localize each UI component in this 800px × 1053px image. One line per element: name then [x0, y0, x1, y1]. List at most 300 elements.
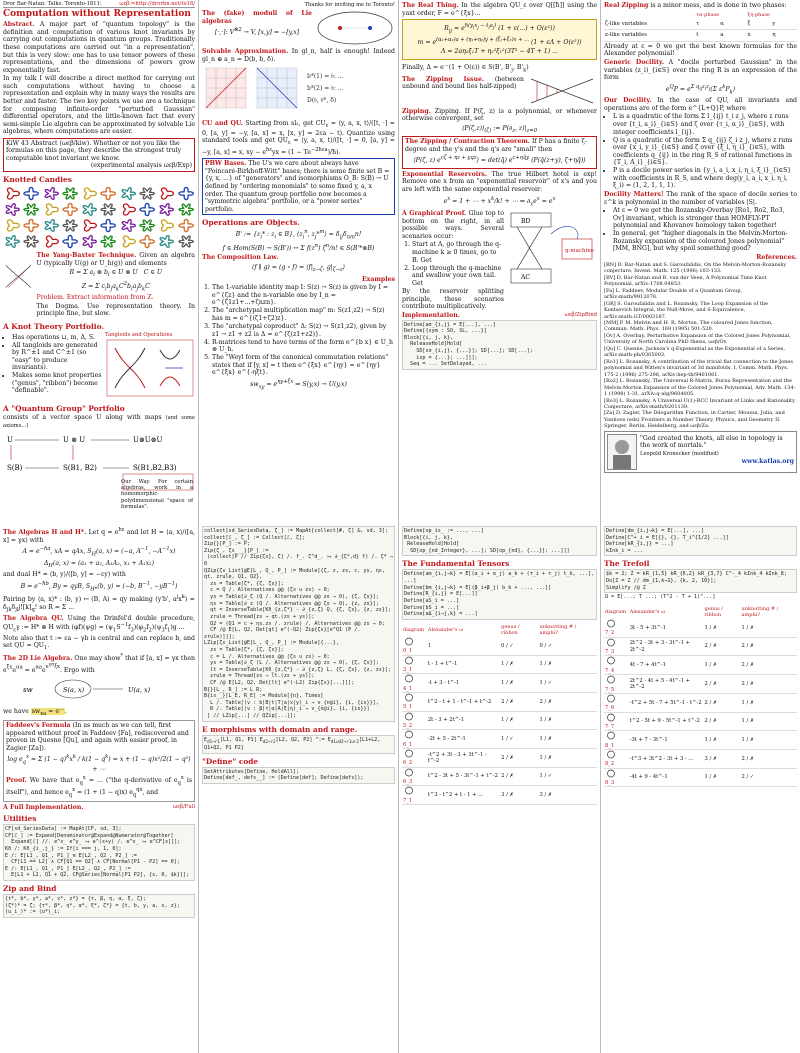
unknotting-cell: 2 / ✗ [539, 692, 597, 711]
dogma-text: The Dogma. Use representation theory. In principle fine, but slow. [36, 302, 195, 318]
table-row [402, 786, 597, 805]
table-row [604, 619, 797, 637]
fundamental-tensors-heading: The Fundamental Tensors [402, 559, 510, 569]
exp-reservoirs-heading: Exponential Reservoirs. [402, 170, 487, 178]
column-3-bottom [398, 525, 600, 1053]
docility-matters-text: The rank of the space of docile series to ε^k is polynomial in the number of variables |S|. [604, 191, 797, 206]
reference-item: [Fa] L. Faddeev, Modular Double of a Quantum Group, arXiv:math/9912078. [604, 288, 743, 301]
rc-equation: R = Σ $a_i$ ⊗ $b_i$ ∈ U ⊗ U C ∈ U [69, 269, 163, 279]
zip-contraction-box [402, 136, 597, 169]
knot-picture [3, 218, 21, 233]
graph-item-2: 2. Loop through the q-machine and swallow your own tail. Get [412, 265, 504, 288]
z-equation: Z = Σ $c_ib_ja_kC^2b_ia_jb_kC$ [81, 280, 150, 292]
knot-table-head: diagram [403, 626, 425, 633]
unknotting-cell: 1 / ✗ [539, 655, 597, 674]
genus-cell: 2 / ✗ [704, 712, 741, 731]
knot-diagram-cell: 7_4 [604, 656, 629, 675]
example-3: 3. The "archetypal coproduct" Δ: S(z) → S(z1,z2), given by z1 → z1 + z2 is Δ = e^{ζ(z1+z2)}. [212, 323, 395, 338]
graph-item-1: 1. Start at A, go through the q-machine k ≥ 0 times, go to B. Get [412, 241, 504, 264]
knot-picture [42, 218, 60, 233]
quote-text: "God created the knots, all else in topology is the work of mortals." [640, 434, 783, 450]
faddeev-heading: Faddeev's Formula [6, 722, 71, 729]
knot-table-head: Alexander's ω [427, 626, 464, 633]
knot-picture [80, 218, 98, 233]
knot-picture [3, 186, 21, 201]
reference-item: [MM] P. M. Melvin and H. R. Morton, The coloured Jones function, Commun. Math. Phys. 169 (1995) 501-520. [604, 320, 773, 333]
unknotting-cell: 1 / ✗ [741, 712, 797, 731]
e-morphisms-code: $E_{d1\to r1}[L1$, Q1, P1] $E_{d2\to r2}[L2$, Q2, P2] ^:= $E_{d1\cup d2\to r1\cup r2}[L1+L2$, Q1+Q2, P1 P2] [202, 735, 395, 754]
e-morphisms-heading: E morphisms with domain and range. [202, 724, 358, 734]
twod-lie-heading: The 2D Lie Algebra. [3, 654, 73, 662]
abstract-text-2: In my talk I will describe a direct method for carrying out such computations without having to choose a representation and explain why in many ways the results are better and faster. The two key points we use are a technique for composing infinite-order "perturbed Gaussian" differential operators, and the little-known fact that every semi-simple Lie algebra can be approximated by solvable Lie algebras, where computations are easier. [3, 75, 195, 136]
graphical-block [402, 209, 597, 312]
kiw-box [3, 138, 195, 172]
cu-qu-heading: CU and QU. [202, 120, 243, 128]
faddeev-box: Faddeev's Formula (In as much as we can tell, first appeared without proof in Faddeev [Fa], rediscovered and proven in Quesne [Qu], and again with easier proof, in Zagier [Za]). $\log e_q^x = \Sigma$ $(1 - q)^kx^k / k(1 - q^k) = x + (1 - q)x^2/2(1 - q^2)$ + ⋯ Proof. We have that $e_q^x$ = ... ("the q-derivative of $e_q^x$ is itself"), and hence $e_q^x = (1 + (1 - q)x)$ $e_q^{qx}$, and [3, 720, 195, 802]
yang-baxter-block [3, 251, 195, 319]
reference-item: [Ro3] L. Rozansky, A Universal U(1)-RCC Invariant of Links and Rationality Conjecture, arXiv:math/0201139. [604, 397, 795, 410]
at-e0: • At ε = 0 we get the Rozansky-Overbay [Ro1, Ro2, Ro3, Ov] invariant, which is stronger than HOMFLY-PT polynomial and Khovanov homology taken together! [613, 207, 797, 230]
alexander-cell: -4t + 9 - 4t^-1 [629, 768, 704, 787]
knot-picture [157, 218, 175, 233]
knot-picture [177, 234, 195, 249]
knot-picture [61, 218, 79, 233]
proof-heading: Proof. [6, 777, 27, 785]
abstract-text: A major part of "quantum topology" is the definition and computation of various knot invariants by carrying out computations in quantum groups. Traditionally these computations are carried out "in a representation", but this is very slow: one has to use tensor powers of these representations, and the dimensions of powers grow exponentially fast. [3, 21, 195, 74]
operations-equation: B' := {$z_i*$ : $z_i$ ∈ B}, $⟨z_i^n$, $z_j*^m⟩ = \delta_{ij}\delta_{nm}n$! [235, 229, 362, 241]
zip-table-head-cell: τα-phase [696, 11, 720, 18]
table-row [402, 655, 597, 674]
pbw-heading: PBW Bases. [205, 160, 247, 168]
examples-row [202, 276, 395, 284]
alexander-cell: -3t + 7 - 3t^-1 [629, 731, 704, 750]
zip-table-cell: ζ-like variables [604, 19, 695, 30]
knot-picture [80, 186, 98, 201]
m-eq: $m = e^{(\alpha_1+\alpha_2)a + (\eta_1+\eta_2)y + (\xi_1+\xi_2)x + ...}$ (1 + εΛ + O(ε²)) [417, 36, 582, 46]
full-impl-row [3, 804, 195, 812]
knot-picture [177, 202, 195, 217]
examples-heading: Examples [361, 275, 395, 283]
knot-diagram-cell: 7_7 [604, 712, 629, 731]
genus-cell: 2 / ✗ [500, 767, 538, 786]
header-right: Thanks for inviting me to Toronto! [304, 2, 395, 8]
knot-picture [138, 202, 156, 217]
unknotting-cell: 0 / ✓ [539, 637, 597, 655]
knot-picture [61, 186, 79, 201]
docility-list [604, 113, 797, 190]
docility-bullet-2: • Q is a quadratic of the form Σ q_{ij} ζ_i z_j, where z runs over {x_i, y_i}_{i∈S} and ζ over {ξ_i, η_i}_{i∈S}, with coefficients q_{ij} in the ring R_S of rational functions in {T_i, A_i}_{i∈S}. [613, 137, 797, 167]
fundamental-code: Define[am_{i,j→k} = E[(α_i + α_j) a_k + (τ_i + τ_j) t_k, ...], ...] Define[bm_{i,j→k} = E[(β_i+β_j) b_k + ..., ...]] Define[R_{i,j} = E[...]] Define[aS_i = ...] Define[bS_i = ...] Define[aΔ_{i→j,k} = ...] [402, 569, 597, 619]
experimental-link[interactable]: (experimental analysis ωεβ/Exp) [90, 162, 192, 170]
knot-diagram-cell: 4_1 [402, 674, 427, 693]
alexander-cell: -t^2 + 3t - 3 + 3t^-1 - t^-2 [427, 749, 500, 768]
knot-picture [138, 234, 156, 249]
composition-heading: The Composition Law. [202, 254, 279, 262]
alexander-cell: -t^2 + 5t - 7 + 5t^-1 - t^-2 [629, 693, 704, 712]
genus-cell: 1 / ✗ [704, 731, 741, 750]
svg-text:b*(1) = 𝔟: ...: b*(1) = 𝔟: ... [307, 73, 344, 81]
solvable-diagram [202, 64, 394, 116]
zip-contraction-text: If P has a finite ζ-degree and the y's and the q's are "small" then [405, 138, 587, 153]
zipper-diagram [527, 75, 597, 107]
zip-table-cell: α [719, 19, 746, 30]
problem-text: Problem. Extract information from Z. [36, 294, 154, 302]
alexander-cell: 3t - 5 + 3t^-1 [629, 619, 704, 637]
col3-code: Define[aσ_{i,j} = E[...], ...] Define[{sym : SO, SL, ...}] Block[{i, j, k}, ReleaseHold[Hold[ SD[sσ_{i,j}, {...}]; SD[...]; SD[...]; isp = {...}; ...]]]; Seq = ... SetDelayed, ... [402, 320, 597, 370]
knot-table-head: unknotting # / amphi? [741, 605, 779, 618]
knot-theory-block [3, 332, 195, 401]
reservoir-equation: $e^x = 1$ + ⋯ + $x^k/k$! + ⋯ ⇒ $\partial_xe^x = e^x$ [443, 195, 556, 207]
alexander-cell: -2t + 5 - 2t^-1 [427, 730, 500, 749]
column-2: Thanks for inviting me to Toronto! The (fake) moduli of Lie algebras [·,·]: $V^{\otimes 2} \to V$, [x,y] = −[y,x] Solvable Approximation. In gl_n, half is enough! Indeed gl_n ⊕ a_n = D(b, b, δ). b*(1) = 𝔟: ... b*(2) = 𝔟: ... D(𝔟, 𝔟*, δ) CU and QU. Starting from sl₂, get $CU_\varepsilon$ = ⟨y, a, x, t⟩/([t, ·] = 0, [a, y] = −y, [a, x] = x, [x, y] = 2εa − t). Quantize using standard tools and get $QU_\varepsilon$ = ⟨y, a, x, t⟩/([t, ·] = 0, [a, y] = −y, [a, x] = x, xy − $e^{ħ\varepsilon}yx = (1$ − $Te^{-2ħ\varepsilon a})/ħ$). PBW Bases. The U's we care about always have "Poincaré-Birkhoff-Witt" bases; there is some finite set B = {y, x, ...} of "generators" and isomorphisms O_B: S(B) → U defined by "ordering monomials" to some fixed y, a, x order. The quantum group portfolio now becomes a "symmetric algebra" portfolio, or a "power series" portfolio. Operations are Objects. B' := {$z_i*$ : $z_i$ ∈ B}, $⟨z_i^n$, $z_j*^m⟩ = \delta_{ij}\delta_{nm}n$! f ∈ Hom(S(B) → S(B')) ↔ Σ $f(z^n)$ $\zeta^n/n$! ∈ S(B'*⊗B) The Composition Law. (f ∥ g) = (g ∘ $f) = ⟨f|_{z\to\zeta}$, $g|_{\zeta\to z}⟩$ Examples 1. The 1-variable identity map I: S(z) → S(z) is given by I = e^{ζz} and the n-variable one by I_n = e^{ζ1z1+...+ζnzn}. 2. The "archetypal multiplication map" m: S(z1,z2) → S(z) has m = e^{(ζ1+ζ2)z}. 3. The "archetypal coproduct" Δ: S(z) → S(z1,z2), given by z1 → z1 + z2 is Δ = e^{ζ(z1+z2)}. 4. R-matrices tend to have terms of the form e^{b x} ∈ U_h ⊗ U_h. 5. The "Weyl form of the canonical commutation relations" states that if [y, x] = t then e^{ξx} e^{ηy} = e^{ηy} e^{ξx} e^{-ηξt}. $sw_{xy} = e^{\eta y+\xi x}$ ⇒ S(y,x) → U(y,x) [198, 0, 398, 525]
quantum-group-text: consists of a vector space U along with maps [3, 413, 162, 421]
knot-table-head: unknotting # / amphi? [539, 623, 577, 636]
alexander-cell: 2t^2 - 3t + 3 - 3t^-1 + 2t^-2 [629, 637, 704, 656]
references [604, 254, 797, 429]
pairing-text: Pairing by ⟨a, x⟩* : (b, y) ↦ (B, A) = qy making (y'b', $a^jx^k) = \delta_{jk}\delta_{jl}j![k]_q$! so R = Σ ... [3, 594, 195, 614]
knot-diagram-cell: 7_6 [604, 693, 629, 712]
docility-bullet-1: • L is a quadratic of the form Σ l_{ij} t_i z_j, where z runs over {t_i, a_i}_{i∈S} and ζ over {τ_i, α_i}_{i∈S}, with integer coefficients l_{ij}. [613, 113, 797, 136]
genus-cell: 3 / ✗ [500, 786, 538, 805]
solvable-text: In gl_n, half is enough! Indeed gl_n ⊕ a_n = D(b, b, δ). [202, 48, 396, 63]
genus-cell: 0 / ✓ [500, 637, 538, 655]
alexander-cell: t^2 - 5t + 9 - 5t^-1 + t^-2 [629, 712, 704, 731]
pbw-text: The U's we care about always have "Poincaré-Birkhoff-Witt" bases; there is some finite set B = {y, x, ...} of "generators" and isomorphisms O_B: S(B) → U defined by "ordering monomials" to some fixed y, a, x order. The quantum group portfolio now becomes a "symmetric algebra" portfolio, or a "power series" portfolio. [205, 160, 390, 213]
tangloid-operations-diagram [105, 338, 195, 398]
knot-diagram-cell: 7_2 [604, 619, 629, 637]
knot-picture [157, 186, 175, 201]
reference-item: [Za] D. Zagier, The Dilogarithm Function, in Cartier, Moussa, Julia, and Vanhove (eds) Frontiers in Number Theory, Physics, and Geometry II. Springer, Berlin, Heidelberg, and ωεβ/Za. [604, 410, 785, 429]
zip-table-cell: η [771, 30, 797, 42]
column-4 [600, 0, 800, 525]
knot-diagram-cell: 7_3 [604, 637, 629, 656]
docility-bullet-3: • P is a docile power series in {y_i, a_i, x_i, η_i, ξ_i}_{i∈S} with coefficients in R_S, and where deg(y_i, a_i, x_i, η_i, ξ_i) = (1, 2, 1, 1, 1). [613, 167, 797, 190]
unknotting-cell: 2 / ✓ [741, 768, 797, 787]
quantum-group-heading: A "Quantum Group" Portfolio [3, 403, 125, 413]
hom-equation: f ∈ Hom(S(B) → S(B')) ↔ Σ $f(z^n)$ $\zeta^n/n$! ∈ S(B'*⊗B) [222, 242, 375, 252]
zipping-block [402, 75, 597, 107]
example-5: 5. The "Weyl form of the canonical commutation relations" states that if [y, x] = t then e^{ξx} e^{ηy} = e^{ηy} e^{ξx} e^{-ηξt}. [212, 354, 395, 377]
real-thing-heading: The Real Thing. [402, 2, 459, 9]
trefoil-code: $k = 2; Z = kR_{1,5} kR_{6,2} kR_{3,7} C^-_4 kInk_4 kInk_8; Do[Z = Z // dm_{1,k→1}, {k, 2, 10}]; Simplify /@ Z [604, 569, 797, 593]
kt-bullet-2: • All tangloids are generated by R^±1 and C^±1 (so "easy" to produce invariants). [12, 342, 102, 372]
zip-contraction-eq: ⟨P(ζ, z) $e^{c\zeta + \eta z + yqz}⟩$ = det(q̃) $e^{c+\eta q̃y}$ ⟨P(q̃(z+y), ζ+ηq̃)⟩ [413, 155, 586, 165]
genus-cell: 1 / ✗ [500, 711, 538, 730]
genus-cell: 1 / ✗ [500, 655, 538, 674]
genus-cell: 1 / ✗ [704, 768, 741, 787]
unknotting-cell: 1 / ✗ [539, 711, 597, 730]
knot-grid [3, 186, 195, 249]
unknotting-cell: 2 / ✗ [741, 637, 797, 656]
svg-text:U: U [7, 436, 13, 445]
references-heading: References. [756, 254, 797, 261]
zip-table-head-cell: ξη-phase [747, 11, 770, 18]
col3-bottom-code: Define[op_is_ := ..., ...] Block[{i, j, k}, ReleaseHold[Hold[ SD[op_{nd_Integer}, ...]; SD[op_{nd}, {...}]; ...]]] [402, 526, 597, 556]
table-row [604, 656, 797, 675]
reference-item: [Ov] A. Overbay, Perturbative Expansion of the Colored Jones Polynomial, University of North Carolina PhD thesis, ωεβ/Ov. [604, 333, 791, 346]
solvable-heading: Solvable Approximation. [202, 48, 289, 56]
note-text: Note also that t := εa − γb is central and can replace b, and set QU = $QU_1$. [3, 634, 195, 652]
utilities-code: CF[sd_SeriesData] := MapAt[CF, sd, 3]; CF[ℰ_] := Expand[Denominator@Expand@Numerator@Together[ Expand[ℰ] //. e^x_ e^y_ ⧴ e^(x+y) /. e^x_ ⧴ e^CF[x]]]; Kδ /: Kδ_{i_,j_} := If[i === j, 1, 0]; E /: E[L1_, Q1_, P1_] ≡ E[L2_, Q2_, P2_] := CF[L1 == L2] ∧ CF[Q1 == Q2] ∧ CF[Normal[P1 - P2] == 0]; E /: E[L1_, Q1_, P1_] E[L2_, Q2_, P2_] := E[L1 + L2, Q1 + Q2, CF@Series[Normal[P1 P2], {ε, 0, $k}]]; [3, 824, 195, 881]
knot-picture [119, 234, 137, 249]
genus-cell: 2 / ✗ [500, 749, 538, 768]
reference-item: [Ro2] L. Rozansky, The Universal R-Matrix, Burau Representation and the Melvin-Morton Expansion of the Colored Jones Polynomial, Adv. Math. 134-1 (1998) 1-31, arXiv:q-alg/9604005. [604, 378, 796, 397]
knot-diagram-cell: 6_3 [402, 767, 427, 786]
alexander-cell: -t + 3 - t^-1 [427, 674, 500, 693]
table-row [402, 749, 597, 768]
our-docility-heading: Our Docility. [604, 97, 652, 105]
in-general: • In general, get "higher diagonals in the Melvin-Morton-Rozansky expansion of the coloured Jones polynomial" [MM, BNG], but why spoil something good? [613, 230, 797, 253]
knotted-candies-heading: Knotted Candies [3, 175, 72, 184]
composition-equation: (f ∥ g) = (g ∘ $f) = ⟨f|_{z\to\zeta}$, $g|_{\zeta\to z}⟩$ [251, 264, 346, 274]
swap-diagram [3, 675, 193, 703]
alexander-cell: -t^3 + 3t^2 - 3t + 3 - ... [629, 749, 704, 768]
finally-text: Finally, Δ = e...(1 + O(ε)) ∈ S(B', $B'_j$, $B'_k$) [402, 61, 529, 74]
docile-equation: $e^QP = e^{\Sigma q_{ij}z_iz_j}(\Sigma$ $\varepsilon^kP_k$) [665, 83, 736, 95]
sw-text: we have $sw_{xa} = e^{...}$. [3, 706, 67, 718]
genus-cell: 1 / ✗ [500, 674, 538, 693]
col2-code: collect[sd_SeriesData, ζ_] := MapAt[collect[#, ζ] &, sd, 3]; collect[ℰ_, ζ_] := Collect[ℰ, ζ]; Zip{}[P_] := P; Zip{ζ_, ζs___}[P_] := (collect[P // Zip{ζs}, ζ] /. f_. ζ^d_. ⧴ ∂_{ζ*,d} f) /. ζ* → 0 QZip{ζs_List}@E[L_, Q_, P_] := Module[{ζ, z, zs, c, ys, ηs, qt, zrule, Q1, Q2}, zs = Table[ζ*, {ζ, ζs}]; c = Q /. Alternatives @@ (ζs ∪ zs) → 0; ys = Table[∂_ζ (Q /. Alternatives @@ zs → 0), {ζ, ζs}]; ηs = Table[∂_z (Q /. Alternatives @@ ζs → 0), {z, zs}]; qt = InverseTable[Kδ_{z,ζ*} - ∂_{z,ζ} Q, {ζ, ζs}, {z, zs}]; zrule = Thread[zs → qt.(zs + ys)]; Q2 = (Q1 = c + ηs.zs /. zrule) /. Alternatives @@ zs → 0; CF /@ E[L, Q2, Det[qt] e^(-Q2) Zip{ζs}[e^Q1 (P /. zrule)]]]; LZip[ζs_List]@E[L_, Q_, P_] := Module[{...}, zs = Table[ζ*, {ζ, ζs}]; c = L /. Alternatives @@ (ζs ∪ zs) → 0; ys = Table[∂_ζ (L /. Alternatives @@ zs → 0), {ζ, ζs}]; lt = InverseTable[Kδ_{z,ζ*} - ∂_{z,ζ} L, {ζ, ζs}, {z, zs}]; zrule = Thread[zs → lt.(zs + ys)]; CF /@ E[L2, Q2, Det[lt] e^(-L2) Zip{ζs}[...]]]; B{}[L_, R_] := L R; B{is__}[L_E, R_E] := Module[{n}, Times[ L /. Table[(v : b|B|t|T|a|x|y)_i → v_{n@i}, {i, {is}}], R /. Table[(v : β|τ|α|A|ξ|η)_i → v_{n@i}, {i, {is}}] ] // LZip[...] // QZip[...]]; [202, 526, 395, 722]
svg-text:sw: sw [23, 685, 33, 694]
knot-picture [138, 186, 156, 201]
column-2-bottom [198, 525, 398, 1053]
examples-list [202, 284, 395, 377]
alexander-cell: 1 [427, 637, 500, 655]
docility-matters-heading: Docility Matters! [604, 191, 664, 198]
knot-picture [177, 218, 195, 233]
abstract [3, 21, 195, 74]
knot-diagram-cell: 8_1 [604, 731, 629, 750]
zip-table-cell: z-like variables [604, 30, 695, 42]
table-row [402, 674, 597, 693]
header-left: Dror Bar-Natan: Talks: Toronto-1811: [3, 1, 102, 7]
genus-cell: 2 / ✗ [704, 693, 741, 712]
knot-picture [3, 202, 21, 217]
knot-table-right [604, 605, 797, 787]
knot-picture [119, 186, 137, 201]
hstar-equation: $B = e^{-ħb}$, By = qyB, $S_{H*}(b$, y) = (−b, $B^{-1}$, $-yB^{-1}$) [20, 580, 178, 593]
zip-bind-code: {t*, b*, y*, a*, x*, z*} = {τ, β, η, α, ξ, ζ}; (ζ*)* = ζ; {τ*, β*, η*, α*, ξ*, ζ*} = {t, b, y, a, x, z}; (u_i_)* := (u*)_i; [3, 894, 195, 918]
fun-lie-heading: The (fake) moduli of Lie algebras [202, 10, 312, 25]
trefoil-heading: The Trefoil [604, 559, 650, 569]
svg-text:U ⊗ U: U ⊗ U [63, 436, 86, 445]
lie-equation: [·,·]: $V^{\otimes 2} \to V$, [x,y] = −[y,x] [214, 27, 300, 37]
impl-link[interactable]: ωεβ/ZipBind [564, 312, 597, 318]
algebras-h-heading: The Algebras H and H*. [3, 529, 87, 537]
real-zipping-text: is a minor mess, and is done in two phases: [650, 2, 787, 9]
col4-code: Define[dm_{i,j→k} = E[...], ...] Define[C^+_i = E[{}, {}, T_i^{1/2} ...]] Define[kR_{i,j} = ...] kInk_i = ... [604, 526, 797, 556]
alexander-cell: t^2 - t + 1 - t^-1 + t^-2 [427, 692, 500, 711]
knot-picture [42, 234, 60, 249]
unknotting-cell: 1 / ✓ [539, 674, 597, 693]
operations-heading: Operations are Objects. [202, 218, 300, 228]
knot-picture [80, 234, 98, 249]
svg-text:S(B): S(B) [7, 464, 23, 473]
katlas-link[interactable]: www.katlas.org [741, 458, 794, 466]
knot-diagram-cell: 8_2 [604, 749, 629, 768]
knot-picture [42, 202, 60, 217]
zip-table-head-cell [604, 11, 695, 19]
zipping2-heading: Zipping. [402, 107, 431, 115]
define-code-heading: "Define" code [202, 756, 259, 766]
reference-item: [BN] D. Bar-Natan and S. Garoufalidis, On the Melvin-Morton-Rozansky conjecture, Invent. Math. 125 (1996) 103-133. [604, 262, 787, 275]
define-code: SetAttributes[Define, HoldAll]; Define[def_, defs__] := (Define[def]; Define[defs]); [202, 767, 395, 784]
unknotting-cell: 2 / ✗ [741, 749, 797, 768]
already-text: Already at ε = 0 we get the best known formulas for the Alexander polynomial! [604, 42, 797, 58]
knot-table-head: genus / ribbon [704, 605, 723, 618]
table-row [402, 711, 597, 730]
implementation-heading: Implementation. [402, 312, 460, 319]
knot-table-head: genus / ribbon [501, 623, 520, 636]
table-row [402, 692, 597, 711]
alexander-cell: t - 1 + t^-1 [427, 655, 500, 674]
unknotting-cell: 3 / ✗ [539, 786, 597, 805]
alexander-cell: t^3 - t^2 + t - 1 + ... [427, 786, 500, 805]
quote-author: Leopold Kronecker (modified) [640, 450, 719, 457]
table-row [604, 749, 797, 768]
knot-table-left [402, 623, 597, 805]
zip-table-row [604, 19, 797, 30]
kronecker-portrait [607, 434, 637, 470]
yang-baxter-heading: The Yang-Baxter Technique. [36, 252, 137, 260]
table-row [604, 768, 797, 787]
zipping-heading: The Zipping Issue. [402, 75, 485, 83]
kt-bullet-3: • Makes some knot properties ("genus", "ribbon") become "definable". [12, 372, 102, 395]
knot-diagram-cell: 6_2 [402, 749, 427, 768]
example-2: 2. The "archetypal multiplication map" m: S(z1,z2) → S(z) has m = e^{(ζ1+ζ2)z}. [212, 307, 395, 322]
unknotting-cell: 1 / ✗ [539, 749, 597, 768]
knot-diagram-cell: 6_1 [402, 730, 427, 749]
dual-text: and dual H* = ⟨b, y⟩/([b, y] = −εy) with [3, 571, 126, 579]
svg-text:BD: BD [521, 218, 531, 226]
knot-picture [80, 202, 98, 217]
r-matrix-box [402, 19, 597, 60]
kiw-text: KiW 43 Abstract (ωεβ/kiw). Whether or not you like the formulas on this page, they describe the strongest truly computable knot invariant we know. [6, 139, 182, 162]
knot-picture [22, 186, 40, 201]
unknotting-cell: 1 / ✗ [741, 619, 797, 637]
column-4-bottom [600, 525, 800, 1053]
knot-diagram-cell: 8_3 [604, 768, 629, 787]
table-row [604, 731, 797, 750]
knot-diagram-cell: 3_1 [402, 655, 427, 674]
zipping2-text: Zipping. If P(ζ, z) is a polynomial, or whenever otherwise convergent, set [402, 107, 597, 123]
knot-picture [99, 202, 117, 217]
zip-table-cell: x [747, 30, 772, 42]
knot-diagram-cell: 5_1 [402, 692, 427, 711]
genus-cell: 1 / ✓ [500, 730, 538, 749]
column-3 [398, 0, 600, 525]
alexander-cell: 2t^2 - 4t + 5 - 4t^-1 + 2t^-2 [629, 675, 704, 694]
reference-list [604, 262, 797, 428]
faddeev-text: (In as much as we can tell, first appeared without proof in Faddeev [Fa], rediscovered and proven in Quesne [Qu], and again with easier proof, in Zagier [Za]). [6, 722, 189, 752]
table-row [604, 675, 797, 694]
svg-text:U⊗U⊗U: U⊗U⊗U [133, 436, 163, 445]
graph-rest: By the reservoir splitting principle, these scenarios contribute multiplicatively. [402, 288, 504, 311]
knot-picture [3, 234, 21, 249]
unknotting-cell: 1 / ✗ [539, 730, 597, 749]
zip-table-cell: ξ [747, 19, 772, 30]
knot-picture [177, 186, 195, 201]
genus-cell: 1 / ✗ [704, 619, 741, 637]
unknotting-cell: 2 / ✗ [741, 675, 797, 694]
genus-cell: 2 / ✗ [500, 692, 538, 711]
knot-picture [119, 218, 137, 233]
knot-picture [157, 234, 175, 249]
q-machine-diagram [507, 209, 597, 291]
knot-theory-heading: A Knot Theory Portfolio. [3, 321, 104, 331]
full-impl-link[interactable]: ωεβ/Full [173, 803, 195, 810]
zip-table-row [604, 30, 797, 42]
genus-cell: 2 / ✗ [704, 675, 741, 694]
our-way-text: Our Way. For certain algebras, work in a homomorphic-polydimensional "space of formulas". [121, 478, 193, 510]
reference-item: [Ro1] L. Rozansky, A contribution of the trivial flat connection to the Jones polynomial and Witten's invariant of 3d manifolds, I, Comm. Math. Phys. 175-2 (1996) 275-296, arXiv:hep-th/9401061. [604, 359, 793, 378]
knot-picture [157, 202, 175, 217]
zip-table-cell: τ [695, 19, 719, 30]
svg-text:U(a, x): U(a, x) [128, 685, 151, 694]
exp-reservoirs-text: The true Hilbert hotel is exp! Remove one x from an "exponential reservoir" of x's and you are left with the same exponential reservoir: [402, 170, 597, 194]
delta-h-equation: $\Delta_H(a$, x) = (a₁ + a₂, A₁A₂, x₁ + A₁x₂) [43, 559, 155, 570]
table-row [402, 730, 597, 749]
alexander-cell: 2t - 3 + 2t^-1 [427, 711, 500, 730]
column-1 [0, 0, 198, 525]
trefoil-result: Ω = E[...; T ...; (T^2 - T + 1)^...] [605, 594, 716, 601]
svg-text:D(𝔟, 𝔟*, δ): D(𝔟, 𝔟*, δ) [307, 97, 337, 105]
unknotting-cell: 1 / ✗ [741, 693, 797, 712]
poster-title: Computation without Representation [3, 9, 191, 20]
real-zipping-heading: Real Zipping [604, 2, 649, 9]
knot-picture [22, 234, 40, 249]
table-row [604, 712, 797, 731]
table-row [604, 637, 797, 656]
alexander-cell: 4t - 7 + 4t^-1 [629, 656, 704, 675]
moduli-ellipse [315, 9, 395, 47]
knot-picture [61, 234, 79, 249]
genus-cell: 3 / ✗ [704, 749, 741, 768]
tangle-diagram [3, 251, 34, 303]
knot-table-head: diagram [605, 608, 627, 615]
abstract-heading: Abstract. [3, 21, 35, 29]
faddeev-equation: $\log e_q^x = \Sigma$ $(1 - q)^kx^k / k(1 - q^k) = x + (1 - q)x^2/2(1 - q^2)$ + ⋯ [7, 754, 191, 773]
table-row [402, 637, 597, 655]
svg-text:q-machine: q-machine [565, 248, 595, 255]
zip-table-cell: y [771, 19, 797, 30]
table-row [402, 767, 597, 786]
svg-text:AC: AC [521, 274, 530, 282]
zip-contraction-heading: The Zipping / Contraction Theorem. [405, 138, 530, 146]
knot-table-head: Alexander's ω [629, 608, 666, 615]
knot-diagram-cell: 7_1 [402, 786, 427, 805]
knot-picture [61, 202, 79, 217]
knot-diagram-cell: 5_2 [402, 711, 427, 730]
generic-heading: Generic Docility. [604, 58, 665, 66]
header-url[interactable]: ωεβ:=http://drorbn.net/to18/ [119, 1, 195, 7]
pbw-box [202, 158, 395, 215]
zip-table-cell: a [719, 30, 746, 42]
genus-cell: 1 / ✗ [704, 656, 741, 675]
knot-picture [22, 202, 40, 217]
knot-picture [42, 186, 60, 201]
instances-text: (and some axioms...) [3, 414, 196, 429]
real-thing-text: In the algebra QU_ε over Q[[ħ]] using the yaxt order, F = e^{ξx}... [402, 2, 597, 17]
algebra-qu-heading: The Algebra QU. [3, 614, 64, 622]
knot-picture [22, 218, 40, 233]
knot-picture [99, 234, 117, 249]
svg-text:b*(2) = 𝔟: ...: b*(2) = 𝔟: ... [307, 85, 344, 93]
generic-text: A "docile perturbed Gaussian" in the variables (z_i)_{i∈S} over the ring R is an expression of the form [604, 58, 797, 82]
graphical-heading: A Graphical Proof. [402, 210, 467, 218]
r-matrix-eq: $R_{ij} = e^{ħ(y_ix_j - t_ia_j)}$ (1 + ε(...) + O(ε²)) [444, 23, 555, 35]
genus-cell: 2 / ✗ [704, 637, 741, 656]
